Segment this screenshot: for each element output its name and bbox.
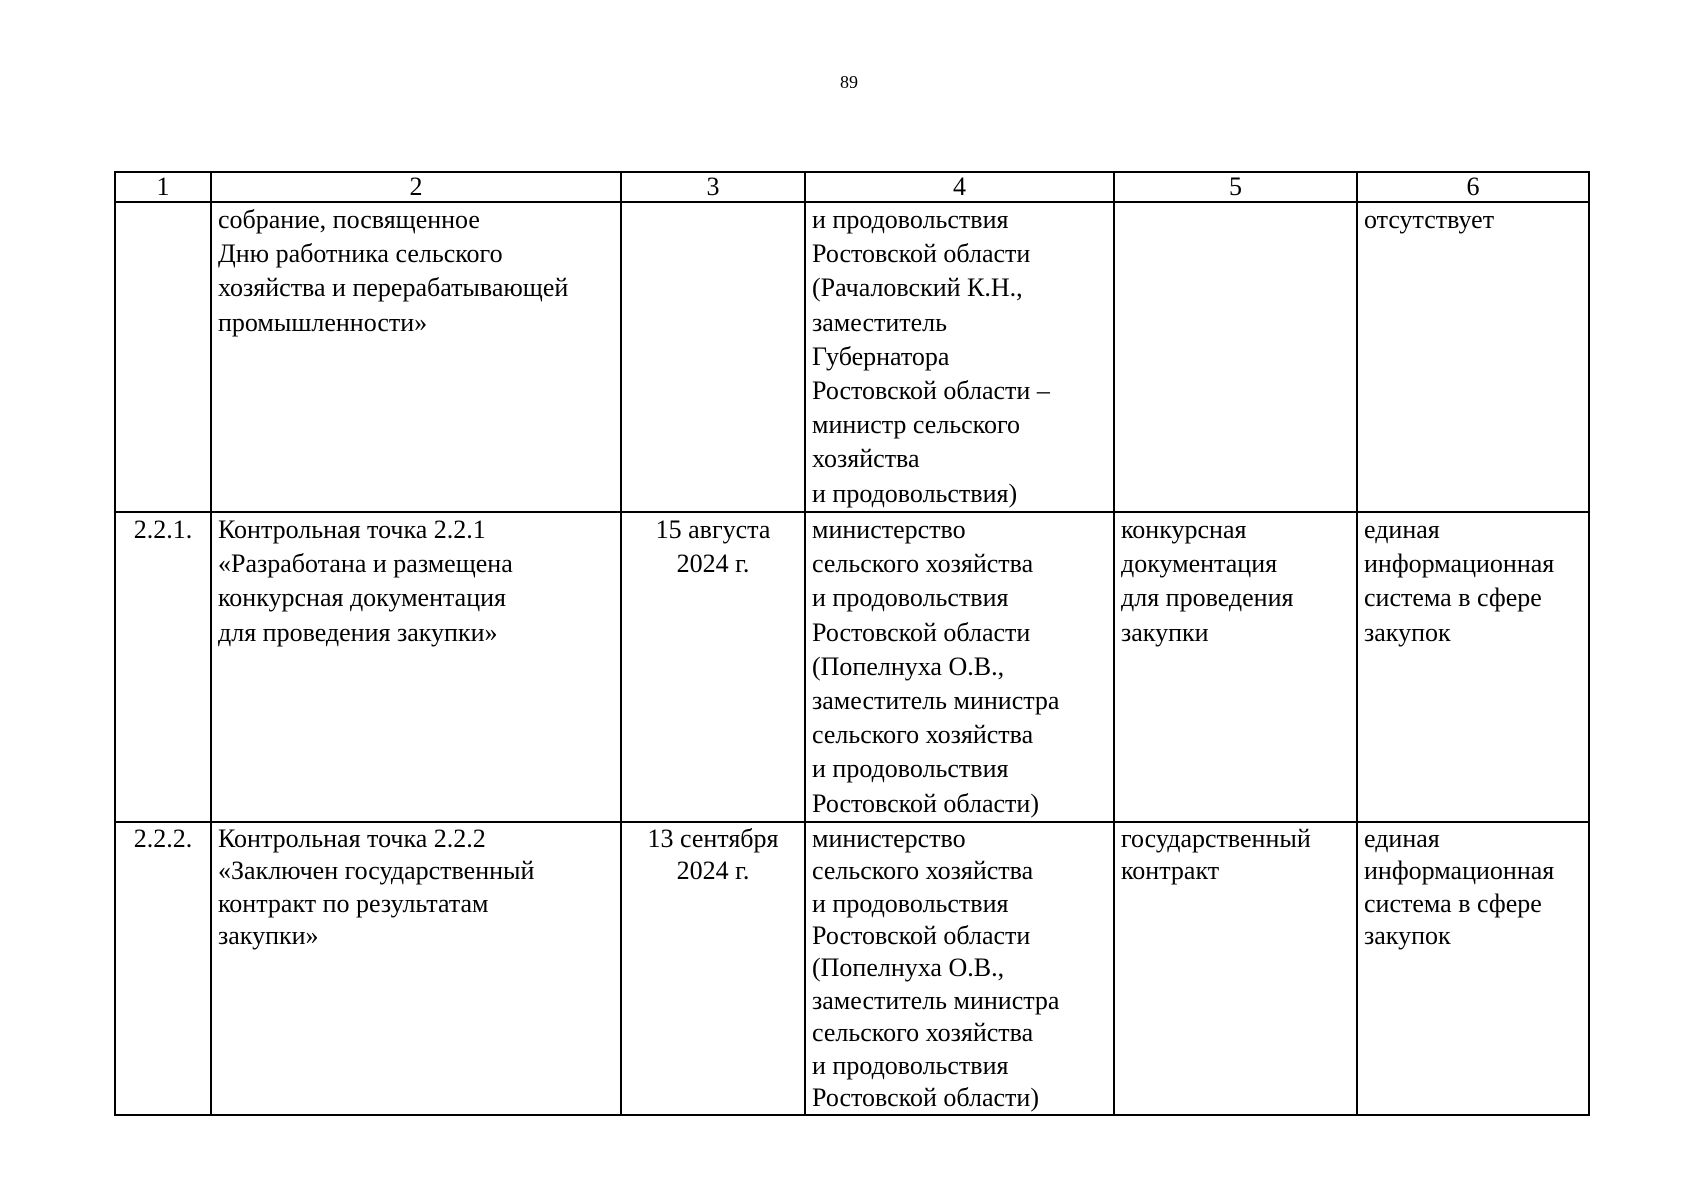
text-line: собрание, посвященное	[218, 205, 480, 234]
info-system-cell	[1357, 202, 1589, 512]
text-line: система в сфере	[1364, 888, 1542, 918]
row-number: 2.2.2.	[133, 823, 193, 853]
text-line: контракт по результатам	[218, 888, 489, 918]
text-line: единая	[1364, 823, 1440, 853]
page-number: 89	[840, 72, 858, 92]
text-line: закупки	[1121, 617, 1209, 647]
text-line: закупки»	[218, 921, 319, 951]
text-line: информационная	[1364, 856, 1555, 886]
text-line: 2024 г.	[676, 856, 750, 886]
row-number-cell	[115, 202, 211, 512]
text-line: сельского хозяйства	[812, 720, 1034, 750]
text-line: и продовольствия	[812, 754, 1009, 784]
event-name-cell	[211, 822, 621, 1116]
text-line: (Рачаловский К.Н.,	[812, 273, 1023, 303]
text-line: сельского хозяйства	[812, 1018, 1034, 1048]
info-system-cell	[1357, 512, 1589, 822]
text-line: и продовольствия	[812, 583, 1009, 613]
text-line: хозяйства и перерабатывающей	[218, 273, 569, 303]
column-number: 2	[211, 172, 621, 202]
event-name-cell	[211, 202, 621, 512]
date-cell	[621, 822, 805, 1116]
text-line: «Разработана и размещена	[218, 549, 513, 579]
text-line: и продовольствия)	[812, 478, 1018, 508]
text-line: отсутствует	[1364, 205, 1495, 234]
text-line: заместитель министра	[812, 985, 1060, 1015]
text-line: промышленности»	[218, 307, 428, 337]
result-cell	[1114, 202, 1357, 512]
column-number: 4	[805, 172, 1114, 202]
info-system-cell	[1357, 822, 1589, 1116]
text-line: закупок	[1364, 617, 1451, 647]
text-line: Контрольная точка 2.2.1	[218, 515, 486, 544]
text-line: Ростовской области)	[812, 1083, 1039, 1113]
table-row	[115, 512, 1589, 822]
row-number: 2.2.1.	[133, 515, 193, 544]
text-line: документация	[1121, 549, 1278, 579]
text-line: единая	[1364, 515, 1440, 544]
date-cell	[621, 512, 805, 822]
result-cell	[1114, 822, 1357, 1116]
text-line: Ростовской области –	[812, 376, 1050, 406]
text-line: хозяйства	[812, 444, 920, 474]
column-number-row	[115, 172, 1589, 202]
text-line: Дню работника сельского	[218, 239, 503, 269]
text-line: министр сельского	[812, 410, 1021, 440]
text-line: заместитель министра	[812, 686, 1060, 716]
text-line: информационная	[1364, 549, 1555, 579]
text-line: для проведения	[1121, 583, 1294, 613]
column-number: 6	[1357, 172, 1589, 202]
responsible-cell	[805, 202, 1114, 512]
row-number-cell	[115, 512, 211, 822]
text-line: государственный	[1121, 823, 1311, 853]
table-row	[115, 202, 1589, 512]
text-line: Ростовской области)	[812, 788, 1039, 818]
text-line: министерство	[812, 823, 966, 853]
plan-table	[114, 171, 1590, 1116]
text-line: Контрольная точка 2.2.2	[218, 823, 486, 853]
column-number: 1	[115, 172, 211, 202]
text-line: заместитель	[812, 307, 948, 337]
date-cell	[621, 202, 805, 512]
text-line: 2024 г.	[676, 549, 750, 579]
text-line: 15 августа	[655, 515, 771, 544]
text-line: и продовольствия	[812, 205, 1009, 234]
text-line: и продовольствия	[812, 888, 1009, 918]
text-line: контракт	[1121, 856, 1220, 886]
text-line: Ростовской области	[812, 921, 1031, 951]
column-number: 5	[1114, 172, 1357, 202]
text-line: (Попелнуха О.В.,	[812, 651, 1005, 681]
text-line: конкурсная	[1121, 515, 1247, 544]
responsible-cell	[805, 512, 1114, 822]
text-line: и продовольствия	[812, 1050, 1009, 1080]
text-line: закупок	[1364, 921, 1451, 951]
row-number-cell	[115, 822, 211, 1116]
text-line: система в сфере	[1364, 583, 1542, 613]
text-line: 13 сентября	[647, 823, 779, 853]
text-line: сельского хозяйства	[812, 856, 1034, 886]
text-line: конкурсная документация	[218, 583, 507, 613]
result-cell	[1114, 512, 1357, 822]
text-line: сельского хозяйства	[812, 549, 1034, 579]
event-name-cell	[211, 512, 621, 822]
text-line: министерство	[812, 515, 966, 544]
text-line: Ростовской области	[812, 239, 1031, 269]
table-row	[115, 822, 1589, 1116]
responsible-cell	[805, 822, 1114, 1116]
text-line: для проведения закупки»	[218, 617, 498, 647]
text-line: Ростовской области	[812, 617, 1031, 647]
text-line: «Заключен государственный	[218, 856, 535, 886]
column-number: 3	[621, 172, 805, 202]
text-line: (Попелнуха О.В.,	[812, 953, 1005, 983]
text-line: Губернатора	[812, 341, 950, 371]
